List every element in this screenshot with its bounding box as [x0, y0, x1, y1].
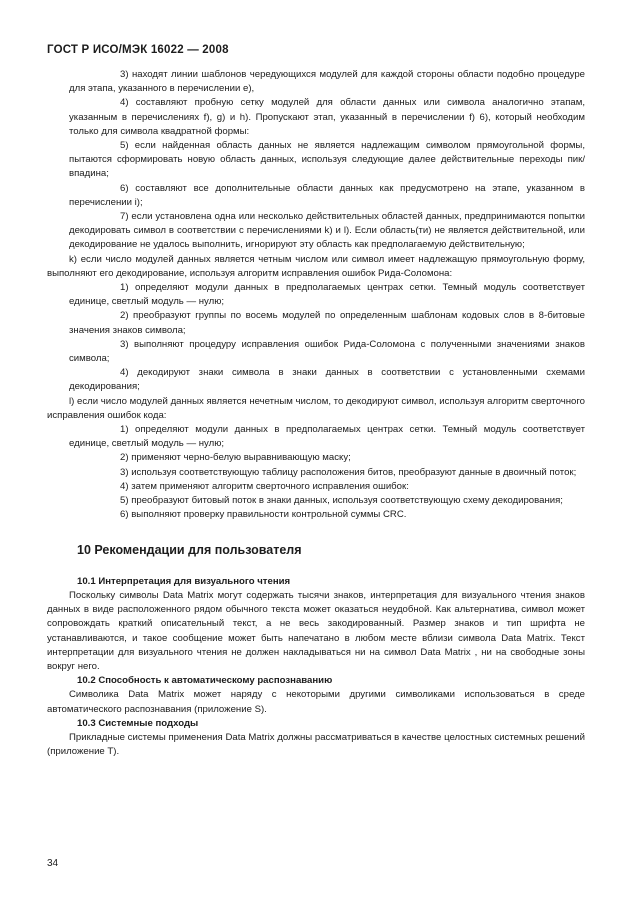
page-number: 34 [47, 858, 59, 869]
l-step-6: 6) выполняют проверку правильности контрольной суммы CRC. [120, 509, 407, 521]
step-4: 4) составляют пробную сетку модулей для области данных или символа аналогично этапам, указанным в перечислениях f), g) и h). Пропускают этап, указанный в перечислении f) 6), который необходим только для символа квадратной формы: [69, 97, 585, 137]
l-step-4: 4) затем применяют алгоритм сверточного исправления ошибок: [120, 480, 409, 492]
l-step-1: 1) определяют модули данных в предполагаемых центрах сетки. Темный модуль соответствует единице, светлый модуль — нулю; [69, 424, 585, 450]
k-step-2: 2) преобразуют группы по восемь модулей по определенным шаблонам кодовых слов в 8-битовые значения знаков символа; [69, 310, 585, 336]
step-6: 6) составляют все дополнительные области данных как предусмотрено на этапе, указанном в перечислении i); [69, 182, 585, 208]
subsection-10-2-title: 10.2 Способность к автоматическому распознаванию [77, 675, 333, 687]
item-l: l) если число модулей данных является нечетным числом, то декодируют символ, используя алгоритм сверточного исправления ошибок кода: [47, 395, 585, 421]
item-k: k) если число модулей данных является четным числом или символ имеет надлежащую прямоугольную форму, выполняют его декодирование, используя алгоритм исправления ошибок Рида-Соломона: [47, 253, 585, 279]
document-body [47, 68, 585, 759]
k-step-4: 4) декодируют знаки символа в знаки данных в соответствии с установленными схемами декодирования; [69, 367, 585, 393]
document-header: ГОСТ Р ИСО/МЭК 16022 — 2008 [47, 44, 229, 56]
step-5: 5) если найденная область данных не является надлежащим символом прямоугольной формы, пытаются сформировать новую область данных, используя следующие далее действительные переходы пик/впадина; [69, 140, 585, 180]
step-7: 7) если установлена одна или несколько действительных областей данных, предпринимаются попытки декодировать символ в соответствии с перечислениями k) и l). Если область(ти) не является действительной, или декодирование не удалось выполнить, игнорируют эту область как предполагаемую действительную; [69, 211, 585, 251]
l-step-2: 2) применяют черно-белую выравнивающую маску; [120, 452, 351, 464]
subsection-10-2-text: Символика Data Matrix может наряду с некоторыми другими символиками использоваться в среде автоматического распознавания (приложение S). [47, 689, 585, 715]
section-heading: 10 Рекомендации для пользователя [77, 542, 302, 557]
subsection-10-3-text: Прикладные системы применения Data Matrix должны рассматриваться в качестве целостных системных решений (приложение Т). [47, 731, 585, 758]
subsection-10-1-title: 10.1 Интерпретация для визуального чтения [77, 575, 291, 587]
l-step-5: 5) преобразуют битовый поток в знаки данных, используя соответствующую схему декодирования; [120, 495, 563, 507]
l-step-3: 3) используя соответствующую таблицу расположения битов, преобразуют данные в двоичный поток; [120, 466, 577, 478]
k-step-1: 1) определяют модули данных в предполагаемых центрах сетки. Темный модуль соответствует единице, светлый модуль — нулю; [69, 282, 585, 308]
k-step-3: 3) выполняют процедуру исправления ошибок Рида-Соломона с полученными значениями знаков символа; [69, 338, 585, 365]
subsection-10-3-title: 10.3 Системные подходы [77, 717, 199, 729]
subsection-10-1-text: Поскольку символы Data Matrix могут содержать тысячи знаков, интерпретация для визуального чтения знаков данных в виде расположенного рядом обычного текста может оказаться неудобной. Как альтернатива, символ может сопровождать краткий описательный текст, а не весь закодированный. Размер знаков и тип шрифта не устанавливаются, и такое сообщение может быть напечатано в любом месте вблизи символа Data Matrix. Текст интерпретации для визуального чтения не должен накладываться ни на символ Data Matrix , ни на свободные зоны вокруг него. [47, 589, 585, 672]
step-3: 3) находят линии шаблонов чередующихся модулей для каждой стороны области подобно процедуре для этапа, указанного в перечислении е), [69, 69, 585, 95]
